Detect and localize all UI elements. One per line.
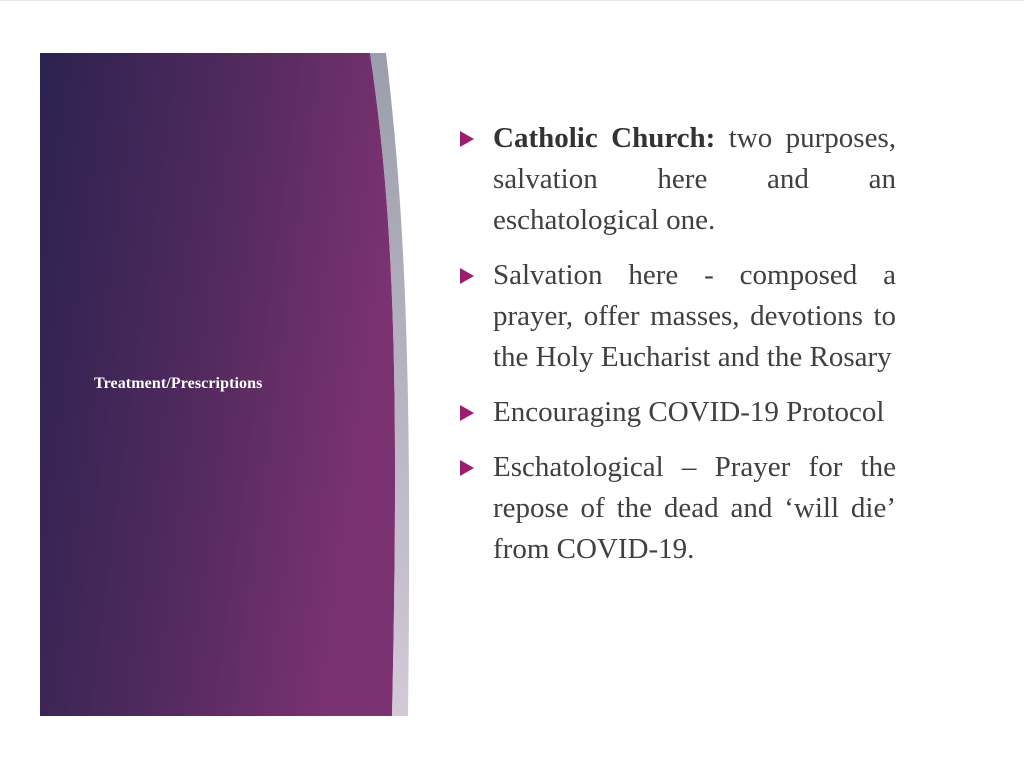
bullet-body-text: two purposes, salvation here and an eschatological one. [493, 122, 896, 236]
bullet-item [458, 118, 896, 241]
bullet-item [458, 447, 896, 570]
section-title: Treatment/Prescriptions [94, 375, 263, 392]
bullet-bold-text: Catholic Church: [493, 122, 716, 154]
bullet-body-text: Salvation here - composed a prayer, offer masses, devotions to the Holy Eucharist and the Rosary [493, 259, 896, 373]
bullet-text [493, 447, 896, 570]
bullet-item [458, 392, 896, 433]
triangle-right-icon [460, 131, 474, 147]
bullet-text [493, 255, 896, 378]
bullet-body-text: Eschatological – Prayer for the repose of the dead and ‘will die’ from COVID-19. [493, 451, 896, 565]
triangle-right-icon [460, 460, 474, 476]
bullet-list [458, 118, 896, 584]
bullet-item [458, 255, 896, 378]
triangle-right-icon [460, 405, 474, 421]
triangle-right-icon [460, 268, 474, 284]
bullet-text [493, 392, 896, 433]
bullet-text [493, 118, 896, 241]
bullet-body-text: Encouraging COVID-19 Protocol [493, 396, 885, 428]
